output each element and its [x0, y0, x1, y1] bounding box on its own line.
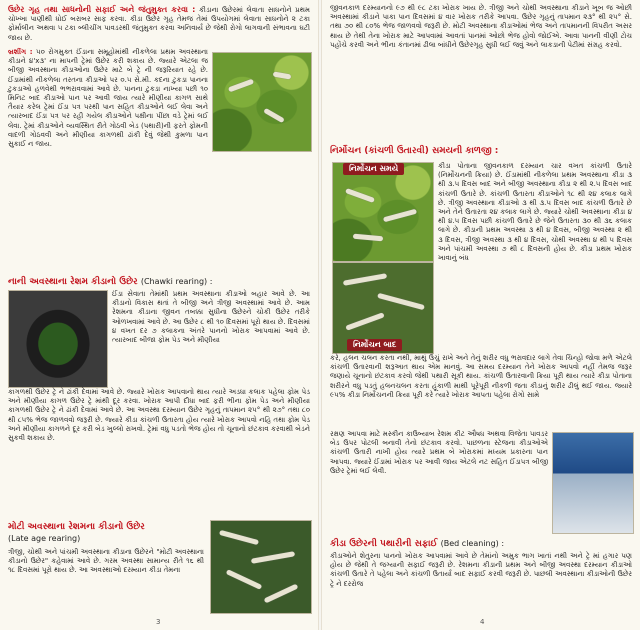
- moulting-text-3: રક્ષણ આપવા માટે મસ્કીન કાઉબ્યાબ રેશમ કીટ ઔષધ અથવા વિજેતા પાવડર બેડ ઉપર પોટલી બનાવી તેનો છંટકાવ કરવો. પાછળના સ્ટેજના કીડાઓએ કાંચળી ઉતારી નાખી હોય ત્યારે પ્રથમ બે ખોરાકમાં મધ્યમ પ્રકારના પાન આપવા. જ્યારે ઈંડામાં ખોરાક પર આવી જાય એટલે નટ સહિત ઈંડાપત્ર બીજી ઉછેર ટ્રેમાં લઈ લેવી.: [330, 430, 548, 475]
- mulberry-leaves-with-larvae-photo: [212, 52, 312, 152]
- larva-shape: [273, 71, 292, 79]
- bed-heading-block: [330, 538, 630, 550]
- moulting-heading: નિર્મોચન (કાંચળી ઉતારવી) સમયની કાળજી :: [330, 146, 499, 156]
- photo-label-after-moulting: નિર્મોચન બાદ: [347, 339, 402, 351]
- chawki-heading-en: (Chawki rearing) :: [140, 277, 213, 286]
- larva-shape: [263, 108, 285, 123]
- larva-shape: [377, 293, 425, 310]
- larva-shape: [251, 551, 295, 564]
- chawki-text-block-1: [112, 290, 310, 348]
- late-heading-block: [8, 522, 208, 544]
- disinfectant-packet-photo: [552, 432, 634, 534]
- bed-heading: કીડા ઉછેરની પથારીની સફાઈ: [330, 539, 438, 549]
- moulting-text-2: કરે, હલન ચલન કરતા નથી, માથું ઉંચું રાખે અને તેનું શરીર વધુ ભરાવદાર લાગે તેવા ચિન્હો જોવા મળે એટલે કાંચળી ઉતારવાની શરૂઆત થાય એમ માનવું. આ સમય દરમ્યાન તેને ખોરાક આપવો નહીં તેમજ જરૂર જણાયે ચૂનાનો છંટકાવ કરવો જેથી પથારી સૂકી થાય. કાંચળી ઉતારવાની ક્રિયા પૂરી થાય ત્યારે કીડા પોતાના શરીરને વધુ પડતું હલનચલન કરતા હૂંકાળી માથી પૂરેપૂરી નીકળી જતા કીડાનું શરીર ઢીલું થઈ જાય. જ્યારે ૯૫% કીડા નિર્મોચનની ક્રિયા પૂરી કરે ત્યારે ખોરાક આપતા પહેલા રોગો સામે: [330, 354, 632, 399]
- late-text: ત્રીજી, ચોથી અને પાંચમી અવસ્થાના કીડાના ઉછેરને "મોટી અવસ્થાના કીડાનો ઉછેર" કહેવામાં આવે છે. ગરમ અવસ્થા સામાન્ય રીતે ૧૬ થી ૧૮ દિવસમાં પૂરો થાય છે. આ અવસ્થાઓ દરમ્યાન કીડા તેમના: [8, 548, 204, 575]
- top-text-block: [330, 4, 632, 53]
- intro-section: [8, 4, 310, 46]
- moulting-text-block-3: [330, 430, 548, 479]
- right-page: [322, 0, 640, 630]
- chawki-text-block-2: [8, 388, 310, 446]
- larva-shape: [264, 584, 299, 604]
- during-moulting-photo: [332, 162, 434, 262]
- late-heading: મોટી અવસ્થાના રેશમના કીડાનો ઉછેર: [8, 522, 145, 532]
- page-number-right: 4: [480, 618, 485, 626]
- brushing-label: બ્રશીંગ :: [8, 48, 33, 56]
- photo-label-during-moulting: નિર્મોચન સમયે: [343, 163, 404, 175]
- chawki-text-2: કાગળથી ઉછેર ટ્રે ને ઢાંકી દેવામાં આવે છે. જ્યારે ખોરાક આપવાનો થાય ત્યારે અડધા કલાક પહેલા ફોમ પેડ અને મીણીયા કાગળ ઉછેર ટ્રે માંથી દૂર કરવા. ખોરાક આપી દીધા બાદ ફરી ભીના ફોમ પેડ અને મીણીયા કાગળથી ઉછેર ટ્રે ને ઢાંકી દેવામાં આવે છે. આ અવસ્થા દરમ્યાન ઉછેર ગૃહનું તાપમાન ૨૫° થી ૨૭° તથા ૮૦ થી ૮૫% ભેજ જાળવવો જરૂરી છે. જ્યારે કીડા કાંચળી ઉતારતા હોય ત્યારે ખોરાક આપવો નહિ તથા ફોમ પેડ અને મીણીયા કાગળને દૂર કરી બેડ ખુલ્લો રાખવો. ટ્રેમાં વધુ પડતો ભેજ હોય તો ચૂનાનો છંટકાવ કરવાથી બેડને સુકવી શકાય છે.: [8, 388, 310, 443]
- moulting-text-1: કીડા પોતાના જીવનકાળ દરમ્યાન ચાર વખત કાંચળી ઉતારે (નિર્મોચનની ક્રિયા) છે. ઈંડામાંથી નીકળેલા પ્રથમ અવસ્થાના કીડા ૩ થી ૩.૫ દિવસ બાદ અને બીજી અવસ્થાના કીડા ૨ થી ૨.૫ દિવસ બાદ કાંચળી ઉતારે છે. કાંચળી ઉતારતા કીડાઓને ૧૮ થી ૨૪ કલાક લાગે છે. ત્રીજી અવસ્થાના કીડાઓ ૩ થી ૩.૫ દિવસ બાદ કાંચળી ઉતારે છે અને તેને ઉતારતા ૨૪ કલાક લાગે છે. જ્યારે ચોથી અવસ્થાના કીડા ૪ થી ૪.૫ દિવસ પછી કાંચળી ઉતારે છે જેને ઉતારતા ૩૦ થી ૩૬ કલાક લાગે છે. કીડાની પ્રથમ અવસ્થા ૩ થી ૪ દિવસ, બીજી અવસ્થા ૨ થી ૩ દિવસ, ત્રીજી અવસ્થા ૩ થી ૪ દિવસ, ચોથી અવસ્થા ૪ થી ૫ દિવસ અને પાંચમી અવસ્થા ૭ થી ૮ દિવસની હોય છે. કીડા પ્રથમ ખોરાક ખાવાનું બંધ: [438, 162, 632, 263]
- larva-shape: [226, 569, 263, 590]
- after-moulting-photo: [332, 262, 434, 354]
- brushing-section: [8, 48, 208, 152]
- late-heading-en: (Late age rearing): [8, 534, 81, 543]
- moulting-text-block-1: [438, 162, 632, 266]
- brushing-text: ૫૦ રોગમુક્ત ઈંડાના સમૂહોમાંથી નીકળેલા પ્રથમ અવસ્થાના કીડાને ૪'x૩' ના માપની ટ્રેમાં ઉછેર કરી શકાય છે. જ્યારે એટલા જ બીજી અવસ્થાના કીડાઓના ઉછેર માટે બે ટ્રે ની જરૂરિયાત રહે છે. ઈંડામાંથી નીકળેલા તરતના કીડાઓ પર ૦.૫ સે.મી. કદના ટુકડા પાનના ટુકડાઓ હળવેથી ભભરાવવામાં આવે છે. પાનના ટુકડા નાખ્યા પછી ૧૦ મિનિટ બાદ કીડાઓ પાન પર આવી જાય ત્યારે મીણીયા કાગળ સાથે તૈયાર કરેલ ટ્રેમાં ઈંડા પત્ર પરથી પાન સહિત કીડાઓને લઈ લેવા અને ત્યારબાદ ઈંડા પત્ર પર રહી ગયેલ કીડાઓને પક્ષીના પીંછા વડે ટ્રેમાં લઈ લેવા. ટ્રેમાં કીડાઓને વ્યવસ્થિત રીતે ગોઠવી બેડ (પથારી)ની ફરતે ફોમની વાદળી ગોઠવવી અને મીણીયા કાગળથી ઢાંકી દેવું જેથી કુમળા પાન સુકાઈ ન જાય.: [8, 48, 208, 149]
- page-number-left: 3: [156, 618, 161, 626]
- bed-text: કીડાઓને શેતુરના પાનનો ખોરાક આપવામાં આવે છે તેમાંનો અમુક ભાગ ખાતાં નથી અને ટ્રે માં હગાર પણ હોય છે જેથી તે જગ્યાની સફાઈ જરૂરી છે. રેશમના કીડાની પ્રથમ અને બીજી અવસ્થા દરમ્યાન કીડાઓ કાંચળી ઉતારે તે પહેલા અને કાંચળી ઉતાર્યા બાદ સફાઈ કરવી જરૂરી છે. પાછલી અવસ્થાના કીડાઓની ઉછેર ટ્રે ને દરરોજ: [330, 552, 632, 588]
- intro-heading: ઉછેર ગૃહ તથા સાધનોની સફાઈ અને જંતુમુક્ત કરવા :: [8, 5, 196, 14]
- chawki-rearing-tray-photo: [8, 290, 108, 388]
- moulting-text-block-2: [330, 354, 632, 403]
- larva-shape: [343, 273, 387, 286]
- top-text: જીવનકાળ દરમ્યાનનો ૯૭ થી ૯૮ ટકા ખોરાક ખાય છે. ત્રીજી અને ચોથી અવસ્થાના કીડાને ખૂબ જ ઓછી અવસ્થામાં કીડાને પાકા પાન દિવસમાં ૪ વાર ખોરાક તરીકે આપવા. ઉછેર ગૃહનું તાપમાન ૨૩° થી ૨૫° સે. તથા ૭૦ થી ૮૦% ભેજ જાળવવો જરૂરી છે. મોટી અવસ્થાના કીડાઓમાં ભેજ અને તાપમાનની વિપરીત અસર થાય છે તેથી તેના ખોરાક માટે આપવામાં આવતાં પાનમાં ઓછો ભેજ હોવો જોઈએ. આવા પાનની વીણી ટોચ પહોંચે કરવી અને ભીના કંતાનમાં ઢીલા બાંધીને ઉછેરગૃહ સુધી લઈ જવું અને લાકડાની પેટીમાં સંગ્રહ કરવો.: [330, 4, 632, 49]
- late-text-block: [8, 548, 204, 579]
- late-age-larvae-photo: [210, 520, 312, 614]
- bed-text-block: [330, 552, 632, 592]
- larva-shape: [228, 79, 254, 93]
- brushing-paragraph: [8, 48, 208, 149]
- intro-paragraph: [8, 4, 310, 43]
- larva-shape: [345, 312, 384, 330]
- chawki-text-1: ઈંડા સેવાતા તેમાંથી પ્રથમ અવસ્થાના કીડાઓ બહાર આવે છે. આ કીડાનો વિકાસ થતાં તે બીજી અને ત્રીજી અવસ્થામાં આવે છે. આમ રેશમના કીડાના જીવન તબક્કા સુધીના ઉછેરને ચોકી ઉછેર તરીકે ઓળખવામાં આવે છે. આ ઉછેર ૮ થી ૧૦ દિવસમાં પૂરો થાય છે. દિવસમાં ૪ વખત દર ૭ કલાકના અંતરે પાનનો ખોરાક આપવામાં આવે છે. ત્યારબાદ બીજા ફોમ પેડ અને મીણીયા: [112, 290, 310, 345]
- chawki-heading-block: [8, 276, 308, 288]
- left-page: [0, 0, 318, 630]
- larva-shape: [353, 234, 383, 242]
- larva-shape: [219, 530, 259, 545]
- chawki-heading: નાની અવસ્થાના રેશમ કીડાનો ઉછેર: [8, 277, 138, 287]
- bed-heading-en: (Bed cleaning) :: [440, 539, 505, 548]
- larva-shape: [383, 209, 417, 223]
- intro-text: કીડાના ઉછેરમાં લેવાતા સાધનોને પ્રથમ ચોખ્ખા પાણીથી ધોઈ બરાબર સાફ કરવા. કીડા ઉછેર ગૃહ તેમજ તેમાં ઉપયોગમાં લેવાતા સાધનોને ૨ ટકા ફોર્માલીન અથવા ૫ ટકા બ્લીચીંગ પાવડરથી જંતુમુક્ત કરવા અનિવાર્ય છે જેથી રોગો લાગવાની સંભાવના ઘટી જાય છે.: [8, 6, 310, 42]
- larva-shape: [345, 188, 375, 203]
